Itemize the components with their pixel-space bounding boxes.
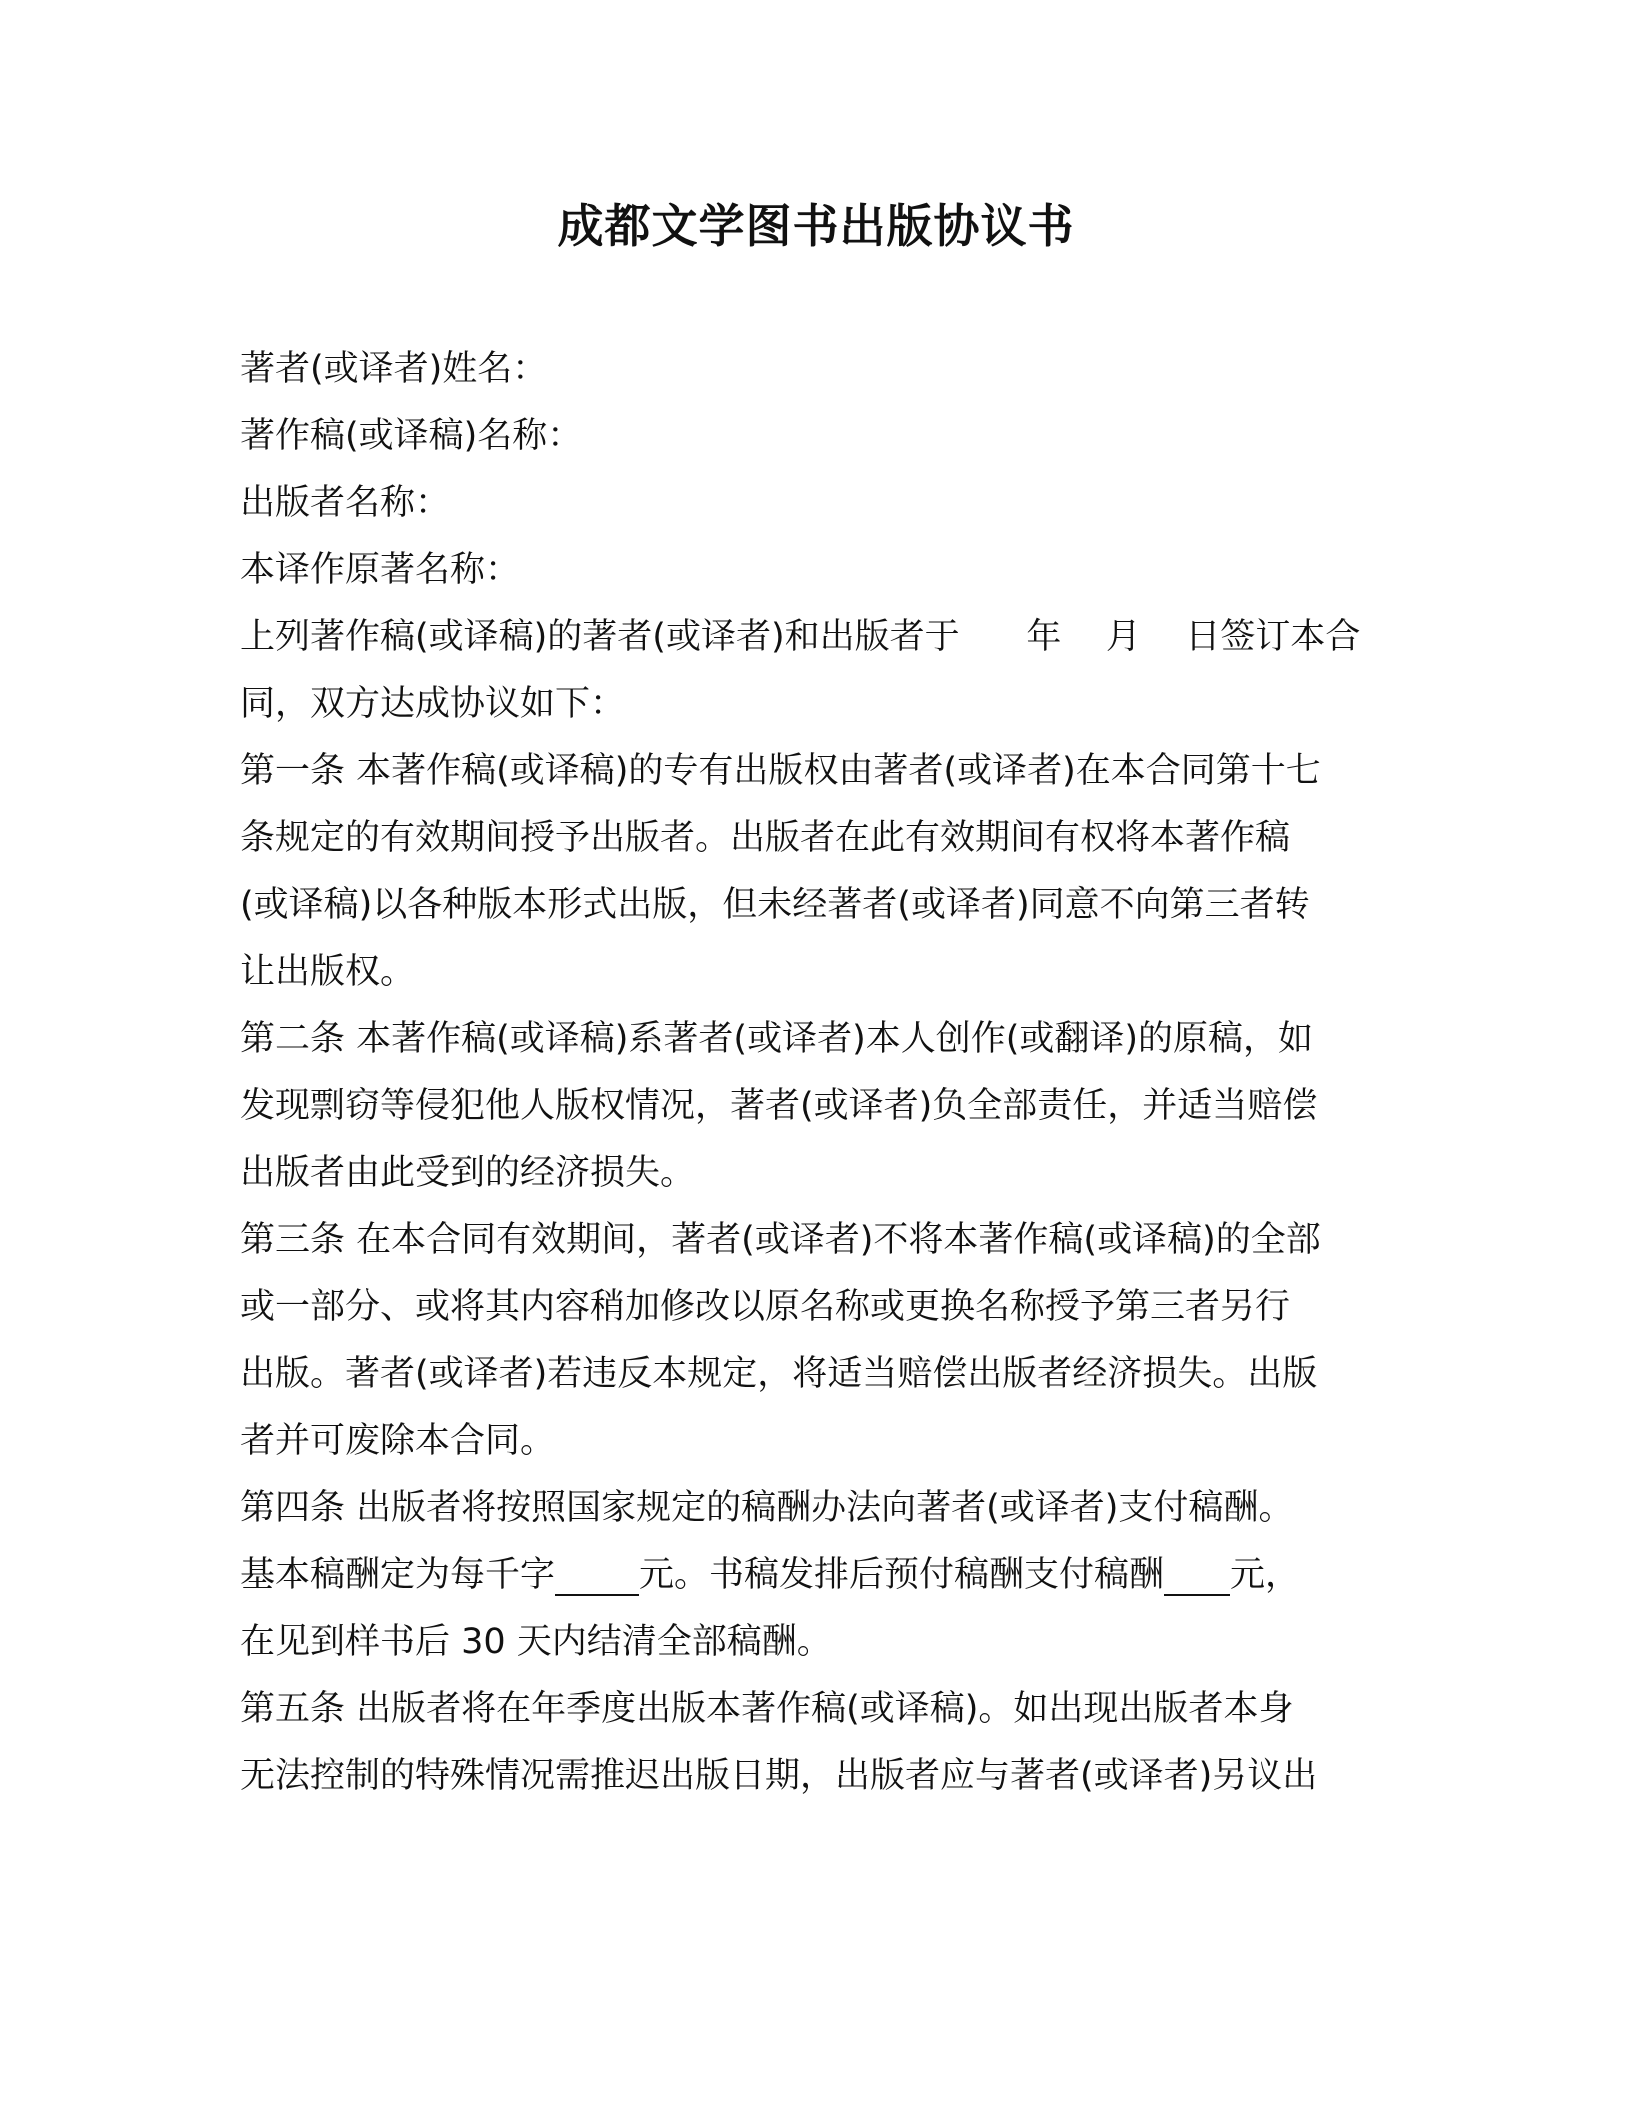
article-4-line-1: 第四条 出版者将按照国家规定的稿酬办法向著者(或译者)支付稿酬。 — [240, 1488, 1294, 1528]
article-3-line-2: 或一部分、或将其内容稍加修改以原名称或更换名称授予第三者另行 — [240, 1287, 1291, 1327]
fee-text-part-2: 元。书稿发排后预付稿酬支付稿酬 — [639, 1555, 1165, 1595]
article-1-line-4: 让出版权。 — [240, 952, 416, 992]
field-work-title: 著作稿(或译稿)名称： — [240, 416, 583, 456]
field-author-name: 著者(或译者)姓名： — [240, 349, 548, 389]
article-2-line-1: 第二条 本著作稿(或译稿)系著者(或译者)本人创作(或翻译)的原稿，如 — [240, 1019, 1314, 1059]
field-publisher-name: 出版者名称： — [240, 483, 451, 523]
article-2-line-3: 出版者由此受到的经济损失。 — [240, 1153, 696, 1193]
field-original-title: 本译作原著名称： — [240, 550, 521, 590]
document-title: 成都文学图书出版协议书 — [557, 199, 1075, 253]
intro-line-1: 上列著作稿(或译稿)的著者(或译者)和出版者于 年 月 日签订本合 — [240, 617, 1361, 657]
article-1-line-1: 第一条 本著作稿(或译稿)的专有出版权由著者(或译者)在本合同第十七 — [240, 751, 1321, 791]
article-1-line-2: 条规定的有效期间授予出版者。出版者在此有效期间有权将本著作稿 — [240, 818, 1291, 858]
article-2-line-2: 发现剽窃等侵犯他人版权情况，著者(或译者)负全部责任，并适当赔偿 — [240, 1086, 1318, 1126]
article-5-line-2: 无法控制的特殊情况需推迟出版日期，出版者应与著者(或译者)另议出 — [240, 1756, 1318, 1796]
article-3-line-3: 出版。著者(或译者)若违反本规定，将适当赔偿出版者经济损失。出版 — [240, 1354, 1318, 1394]
article-3-line-1: 第三条 在本合同有效期间，著者(或译者)不将本著作稿(或译稿)的全部 — [240, 1220, 1321, 1260]
intro-line-2: 同，双方达成协议如下： — [240, 684, 626, 724]
fee-text-part-1: 基本稿酬定为每千字 — [240, 1555, 556, 1595]
article-1-line-3: (或译稿)以各种版本形式出版，但未经著者(或译者)同意不向第三者转 — [240, 885, 1310, 925]
fee-text-part-3: 元， — [1230, 1555, 1301, 1595]
article-4-fee-line — [240, 1542, 1392, 1609]
article-4-line-3: 在见到样书后 30 天内结清全部稿酬。 — [240, 1622, 832, 1662]
document-body — [240, 336, 1392, 1810]
article-3-line-4: 者并可废除本合同。 — [240, 1421, 556, 1461]
fee-per-thousand-blank — [555, 1554, 639, 1596]
article-5-line-1: 第五条 出版者将在年季度出版本著作稿(或译稿)。如出现出版者本身 — [240, 1689, 1294, 1729]
advance-fee-blank — [1164, 1554, 1230, 1596]
